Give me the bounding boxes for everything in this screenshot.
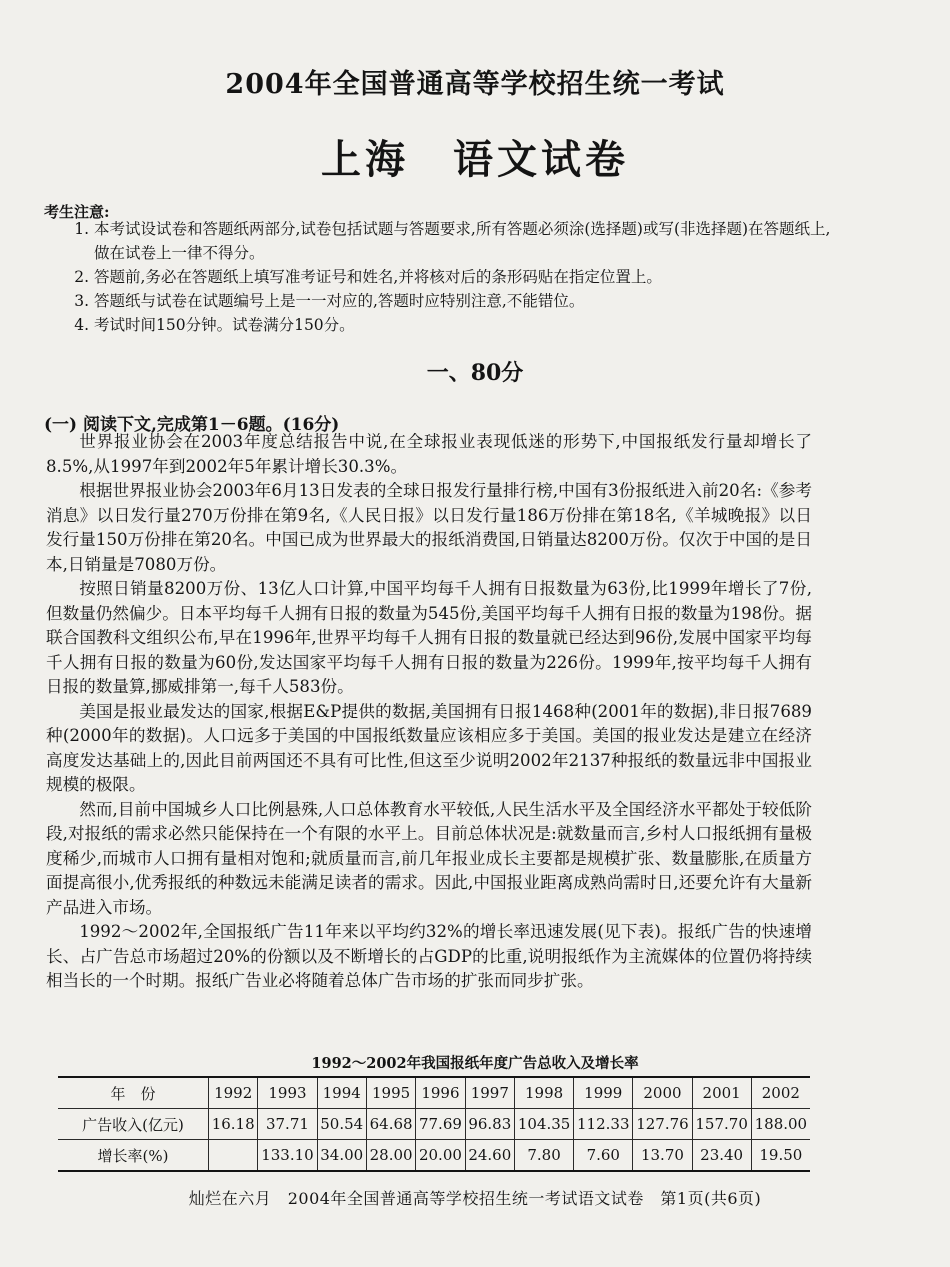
table-cell: 1998 — [514, 1077, 573, 1109]
table-cell: 1999 — [574, 1077, 633, 1109]
table-cell: 50.54 — [317, 1109, 366, 1140]
notes-list — [70, 217, 834, 337]
note-item: 3. 答题纸与试卷在试题编号上是一一对应的,答题时应特别注意,不能错位。 — [94, 289, 834, 313]
paper-label: 语文试卷 — [453, 136, 629, 183]
growth-row — [58, 1140, 810, 1172]
table-cell: 2000 — [633, 1077, 692, 1109]
table-cell: 1994 — [317, 1077, 366, 1109]
table-cell: 7.80 — [514, 1140, 573, 1172]
note-item: 1. 本考试设试卷和答题纸两部分,试卷包括试题与答题要求,所有答题必须涂(选择题)或写(非选择题)在答题纸上,做在试卷上一律不得分。 — [94, 217, 834, 265]
table-cell: 104.35 — [514, 1109, 573, 1140]
note-item: 4. 考试时间150分钟。试卷满分150分。 — [94, 313, 834, 337]
table-cell: 16.18 — [209, 1109, 258, 1140]
table-cell: 34.00 — [317, 1140, 366, 1172]
part-heading: 一、80分 — [426, 360, 524, 386]
passage-paragraph: 世界报业协会在2003年度总结报告中说,在全球报业表现低迷的形势下,中国报纸发行量却增长了8.5%,从1997年到2002年5年累计增长30.3%。 — [46, 432, 812, 476]
table-title: 1992～2002年我国报纸年度广告总收入及增长率 — [311, 1055, 639, 1072]
passage-paragraph: 根据世界报业协会2003年6月13日发表的全球日报发行量排行榜,中国有3份报纸进入前20名:《参考消息》以日发行量270万份排在第9名,《人民日报》以日发行量186万份排在第18名,《羊城晚报》以日发行量150万份排在第20名。中国已成为世界最大的报纸消费国,日销量达8200万份。仅次于中国的是日本,日销量是7080万份。 — [46, 481, 812, 574]
notes-heading: 考生注意: — [44, 203, 110, 221]
table-cell: 7.60 — [574, 1140, 633, 1172]
row-label: 年 份 — [58, 1077, 209, 1109]
table-cell: 127.76 — [633, 1109, 692, 1140]
note-item: 2. 答题前,务必在答题纸上填写准考证号和姓名,并将核对后的条形码贴在指定位置上。 — [94, 265, 834, 289]
row-label: 增长率(%) — [58, 1140, 209, 1172]
page-footer: 灿烂在六月 2004年全国普通高等学校招生统一考试语文试卷 第1页(共6页) — [188, 1189, 762, 1208]
table-cell: 188.00 — [751, 1109, 810, 1140]
table-cell: 28.00 — [366, 1140, 415, 1172]
passage-paragraph: 1992～2002年,全国报纸广告11年来以平均约32%的增长率迅速发展(见下表)。报纸广告的快速增长、占广告总市场超过20%的份额以及不断增长的占GDP的比重,说明报纸作为主流媒体的位置仍将持续相当长的一个时期。报纸广告业必将随着总体广告市场的扩张而同步扩张。 — [46, 922, 812, 990]
table-cell: 13.70 — [633, 1140, 692, 1172]
table-cell: 112.33 — [574, 1109, 633, 1140]
table-cell: 24.60 — [465, 1140, 514, 1172]
passage-paragraph: 美国是报业最发达的国家,根据E&P提供的数据,美国拥有日报1468种(2001年的数据),非日报7689种(2000年的数据)。人口远多于美国的中国报纸数量应该相应多于美国。美国的报业发达是建立在经济高度发达基础上的,因此目前两国还不具有可比性,但这至少说明2002年2137种报纸的数量远非中国报业规模的极限。 — [46, 701, 812, 794]
exam-title: 2004年全国普通高等学校招生统一考试 — [225, 69, 725, 100]
table-cell: 1993 — [258, 1077, 317, 1109]
passage-paragraph: 按照日销量8200万份、13亿人口计算,中国平均每千人拥有日报数量为63份,比1999年增长了7份,但数量仍然偏少。日本平均每千人拥有日报的数量为545份,美国平均每千人拥有日报的数量为198份。据联合国教科文组织公布,早在1996年,世界平均每千人拥有日报的数量就已经达到96份,发展中国家平均每千人拥有日报的数量为60份,发达国家平均每千人拥有日报的数量为226份。1999年,按平均每千人拥有日报的数量算,挪威排第一,每千人583份。 — [46, 579, 812, 696]
table-cell: 1997 — [465, 1077, 514, 1109]
exam-subtitle — [0, 128, 950, 185]
section-heading: (一) 阅读下文,完成第1－6题。(16分) — [44, 415, 340, 435]
region-label: 上海 — [321, 136, 409, 183]
table-cell: 1992 — [209, 1077, 258, 1109]
table-cell: 37.71 — [258, 1109, 317, 1140]
table-cell: 77.69 — [416, 1109, 465, 1140]
table-cell: 64.68 — [366, 1109, 415, 1140]
table-cell: 2001 — [692, 1077, 751, 1109]
table-body — [58, 1077, 810, 1171]
row-label: 广告收入(亿元) — [58, 1109, 209, 1140]
table-cell: 1996 — [416, 1077, 465, 1109]
table-cell: 20.00 — [416, 1140, 465, 1172]
table-cell: 2002 — [751, 1077, 810, 1109]
year-row — [58, 1077, 810, 1109]
passage-paragraph: 然而,目前中国城乡人口比例悬殊,人口总体教育水平较低,人民生活水平及全国经济水平都处于较低阶段,对报纸的需求必然只能保持在一个有限的水平上。目前总体状况是:就数量而言,乡村人口报纸拥有量极度稀少,而城市人口拥有量相对饱和;就质量而言,前几年报业成长主要都是规模扩张、数量膨胀,在质量方面提高很小,优秀报纸的种数远未能满足读者的需求。因此,中国报业距离成熟尚需时日,还要允许有大量新产品进入市场。 — [46, 799, 812, 917]
revenue-row — [58, 1109, 810, 1140]
table-cell — [209, 1140, 258, 1172]
table-cell: 157.70 — [692, 1109, 751, 1140]
ad-revenue-table — [58, 1076, 810, 1172]
table-cell: 19.50 — [751, 1140, 810, 1172]
table-cell: 23.40 — [692, 1140, 751, 1172]
table-cell: 96.83 — [465, 1109, 514, 1140]
table-cell: 133.10 — [258, 1140, 317, 1172]
reading-passage — [46, 430, 812, 994]
table-cell: 1995 — [366, 1077, 415, 1109]
